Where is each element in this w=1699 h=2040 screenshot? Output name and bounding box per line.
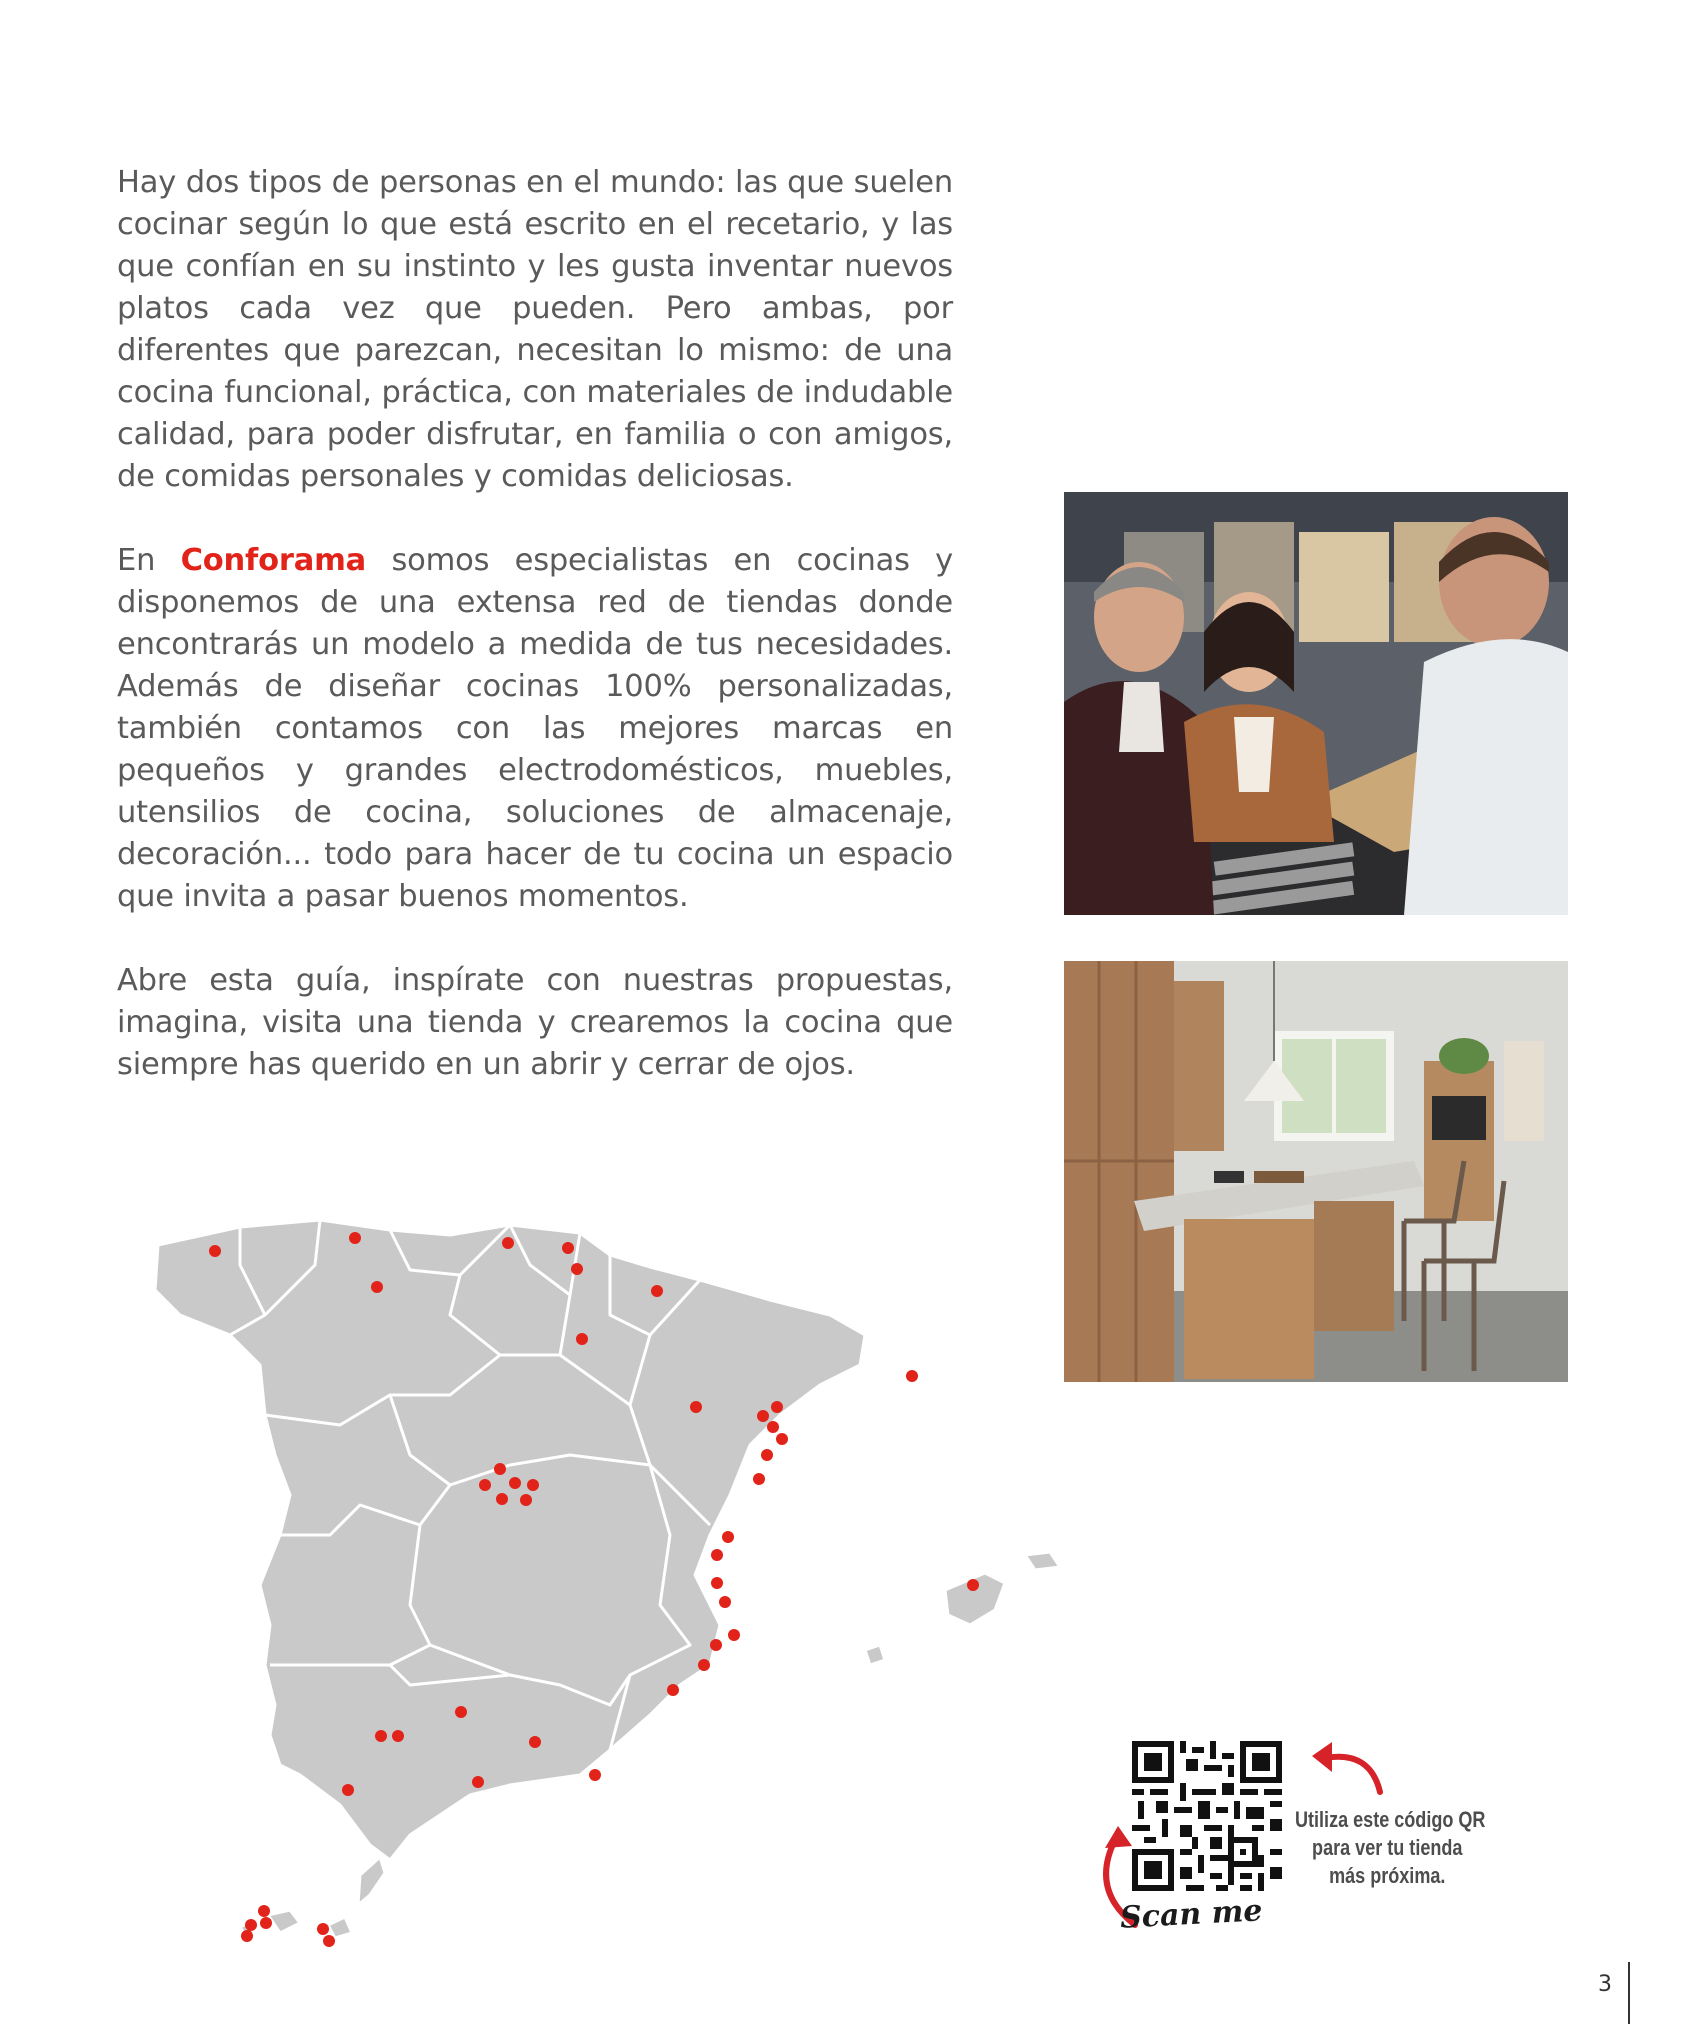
store-locations-map bbox=[90, 1205, 1070, 1965]
intro-text bbox=[117, 162, 953, 1128]
page-number: 3 bbox=[1598, 1972, 1612, 1997]
qr-caption-line-1: Utiliza este código QR bbox=[1295, 1807, 1486, 1832]
map-menorca bbox=[1025, 1552, 1060, 1570]
brand-name: Conforama bbox=[180, 543, 367, 578]
map-ibiza bbox=[865, 1645, 885, 1665]
photo-kitchen-consultation bbox=[1064, 492, 1568, 915]
intro-paragraph-2 bbox=[117, 540, 953, 918]
intro-paragraph-1: Hay dos tipos de personas en el mundo: las que suelen cocinar según lo que está escrito en el recetario, y las que confían en su instinto y les gusta inventar nuevos platos cada vez que pueden. Pero ambas, por diferentes que parezcan, necesitan lo mismo: de una cocina funcional, práctica, con materiales de indudable calidad, para poder disfrutar, en familia o con amigos, de comidas personales y comidas deliciosas. bbox=[117, 165, 953, 494]
qr-caption-line-3: más próxima. bbox=[1329, 1863, 1446, 1888]
p2-rest: somos especialistas en cocinas y disponemos de una extensa red de tiendas donde encontrarás un modelo a medida de tus necesidades. Además de diseñar cocinas 100% personalizadas, también contamos con las mejores marcas en pequeños y grandes electrodomésticos, muebles, utensilios de cocina, soluciones de almacenaje, decoración... todo para hacer de tu cocina un espacio que invita a pasar buenos momentos. bbox=[117, 543, 954, 914]
p2-prefix: En bbox=[117, 543, 156, 578]
qr-caption-line-2: para ver tu tienda bbox=[1312, 1835, 1463, 1860]
page-number-rule bbox=[1628, 1962, 1630, 2024]
intro-paragraph-3: Abre esta guía, inspírate con nuestras propuestas, imagina, visita una tienda y crearemos la cocina que siempre has querido en un abrir y cerrar de ojos. bbox=[117, 963, 953, 1082]
qr-code[interactable] bbox=[1132, 1741, 1282, 1891]
qr-caption bbox=[1295, 1806, 1486, 1890]
scan-me-label: Scan me bbox=[1119, 1893, 1264, 1936]
photo-kitchen-interior bbox=[1064, 961, 1568, 1382]
qr-store-locator bbox=[1080, 1730, 1540, 1950]
